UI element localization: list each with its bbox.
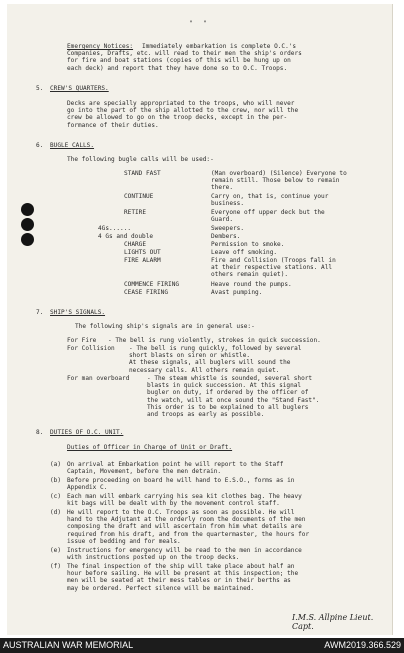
call-meaning: Everyone off upper deck but the Guard.: [211, 209, 325, 224]
item-label: (c): [50, 493, 62, 500]
section-7-number: 7.: [36, 309, 44, 316]
document-page: [7, 4, 393, 635]
section-7-intro: The following ship's signals are in general use:-: [75, 323, 255, 330]
section-6-intro: The following bugle calls will be used:-: [67, 156, 214, 163]
section-6-number: 6.: [36, 142, 44, 149]
call-name: RETIRE: [124, 209, 147, 216]
call-name: 4Gs......: [98, 225, 132, 232]
call-name: CONTINUE: [124, 193, 154, 200]
call-name: CHARGE: [124, 241, 147, 248]
item-label: (a): [50, 461, 62, 468]
signal-fire-text: - The bell is rung violently, strokes in quick succession.: [108, 337, 321, 344]
call-meaning: Permission to smoke.: [211, 241, 285, 248]
page-marks: " ": [189, 19, 210, 27]
handwritten-signature: I.M.S. Allpine Lieut. Capt.: [292, 613, 374, 631]
item-text: He will report to the O.C. Troops as soon as possible. He will hand to the Adjutant at the orderly room the documents of the men composing the draft and will ascertain from him what details are required from his draft, and from the quartermaster, the hours for issue of bedding and for meals.: [67, 509, 310, 545]
signal-overboard-label: For man overboard: [67, 375, 130, 382]
call-meaning: Avast pumping.: [211, 289, 263, 296]
emergency-notices-label: Emergency Notices:: [67, 43, 134, 50]
call-name: LIGHTS OUT: [124, 249, 161, 256]
item-text: Before proceeding on board he will hand to E.S.O., forms as in Appendix C.: [67, 477, 295, 492]
call-meaning: Leave off smoking.: [211, 249, 278, 256]
call-meaning: Carry on, that is, continue your business.: [211, 193, 329, 208]
punch-hole: [21, 233, 34, 246]
item-text: Instructions for emergency will be read to the men in accordance with instructions posted up on the troop decks.: [67, 547, 302, 562]
footer-accession-number: AWM2019.366.529: [324, 640, 401, 650]
item-label: (f): [50, 563, 62, 570]
section-8-title: DUTIES OF O.C. UNIT.: [50, 429, 124, 436]
call-meaning: Dembers.: [211, 233, 241, 240]
signal-overboard-text: - The steam whistle is sounded, several short blasts in quick succession. At this signal bugler on duty, if ordered by the officer of the watch, will at once sound the "Stand Fast". This order is to be explained to all buglers and troops as early as possible.: [147, 375, 320, 419]
emergency-notices-text: Immediately embarkation is complete O.C.'s Companies, Drafts, etc. will read to their men the ship's orders for fire and boat stations (copies of this will be hung up on each deck) and report that they have done so to O.C. Troops.: [67, 43, 302, 72]
item-label: (d): [50, 509, 62, 516]
item-label: (b): [50, 477, 62, 484]
section-5-text: Decks are specially appropriated to the troops, who will never go into the part of the ship allotted to the crew, nor will the crew be allowed to go on the troop decks, except in the per- formance of their duties.: [67, 100, 299, 129]
call-name: FIRE ALARM: [124, 257, 161, 264]
section-8-subtitle: Duties of Officer in Charge of Unit or Draft.: [67, 444, 233, 451]
call-name: STAND FAST: [124, 170, 161, 177]
call-meaning: Heave round the pumps.: [211, 281, 292, 288]
punch-hole: [21, 218, 34, 231]
section-8-number: 8.: [36, 429, 44, 436]
punch-hole: [21, 203, 34, 216]
signal-fire-label: For Fire: [67, 337, 97, 344]
section-5-number: 5.: [36, 85, 44, 92]
call-meaning: Fire and Collision (Troops fall in at their respective stations. All others remain quiet).: [211, 257, 336, 279]
item-text: Each man will embark carrying his sea kit clothes bag. The heavy kit bags will be dealt with by the movement control staff.: [67, 493, 302, 508]
section-7-title: SHIP'S SIGNALS.: [50, 309, 106, 316]
item-text: On arrival at Embarkation point he will report to the Staff Captain, Movement, before the men detrain.: [67, 461, 284, 476]
call-meaning: (Man overboard) (Silence) Everyone to remain still. Those below to remain there.: [211, 170, 347, 192]
signal-collision-label: For Collision: [67, 345, 115, 352]
call-name: 4 Gs and double: [98, 233, 154, 240]
call-name: CEASE FIRING: [124, 289, 169, 296]
footer-institution: AUSTRALIAN WAR MEMORIAL: [3, 640, 134, 650]
archive-footer-bar: [0, 638, 404, 653]
call-name: COMMENCE FIRING: [124, 281, 180, 288]
item-text: The final inspection of the ship will take place about half an hour before sailing. He will be present at this inspection; the men will be seated at their mess tables or in their berths as may be ordered. Perfect silence will be maintained.: [67, 563, 299, 592]
section-5-title: CREW'S QUARTERS.: [50, 85, 109, 92]
signal-collision-text: - The bell is rung quickly, followed by several short blasts on siren or whistle. At these signals, all buglers will sound the necessary calls. All others remain quiet.: [129, 345, 302, 374]
section-6-title: BUGLE CALLS.: [50, 142, 95, 149]
item-label: (e): [50, 547, 62, 554]
call-meaning: Sweepers.: [211, 225, 245, 232]
